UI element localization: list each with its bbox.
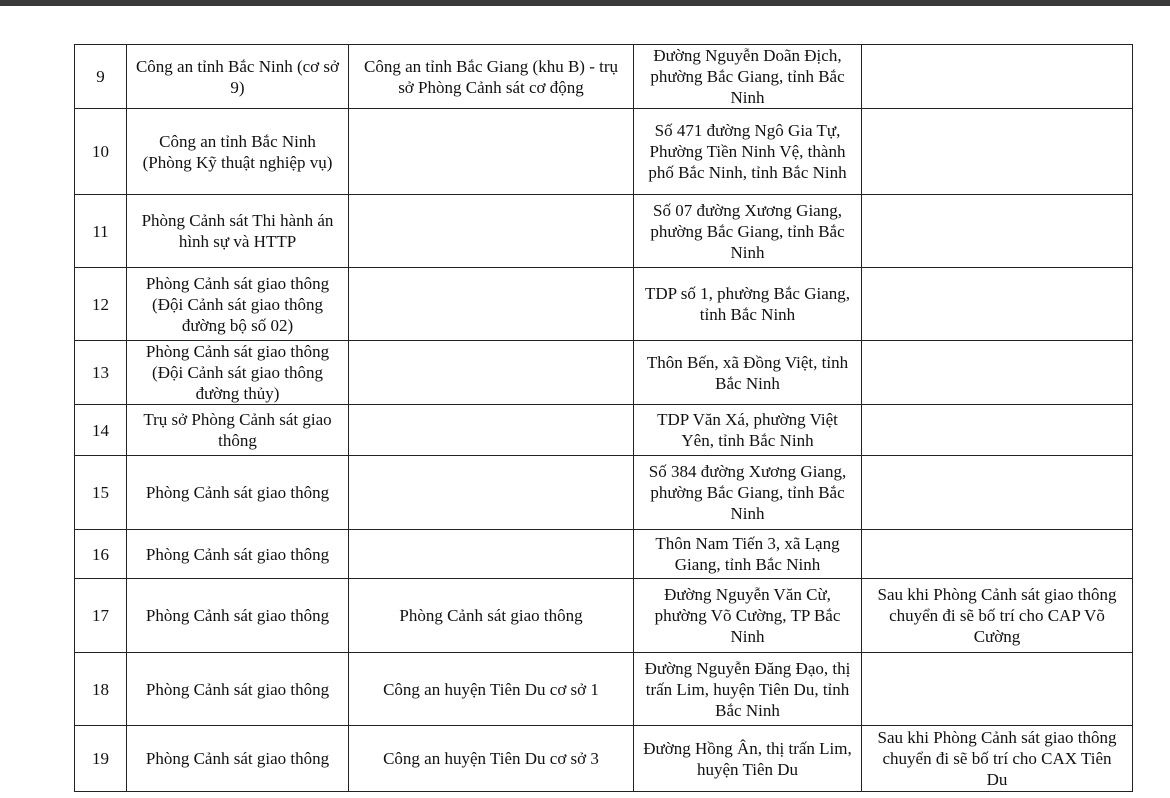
row-number: 15 xyxy=(75,456,127,530)
facility-cell xyxy=(349,195,634,268)
unit-cell: Công an tỉnh Bắc Ninh (cơ sở 9) xyxy=(127,45,349,109)
address-cell: TDP số 1, phường Bắc Giang, tỉnh Bắc Ninh xyxy=(634,268,862,341)
note-cell xyxy=(862,653,1133,726)
facility-cell xyxy=(349,530,634,579)
row-number: 14 xyxy=(75,405,127,456)
facility-cell: Công an huyện Tiên Du cơ sở 1 xyxy=(349,653,634,726)
note-cell xyxy=(862,405,1133,456)
row-number: 13 xyxy=(75,341,127,405)
table-row xyxy=(75,579,1133,653)
table-row xyxy=(75,109,1133,195)
row-number: 11 xyxy=(75,195,127,268)
table-row xyxy=(75,530,1133,579)
unit-cell: Trụ sở Phòng Cảnh sát giao thông xyxy=(127,405,349,456)
facility-cell xyxy=(349,109,634,195)
table-row xyxy=(75,726,1133,792)
table-row xyxy=(75,456,1133,530)
unit-cell: Phòng Cảnh sát giao thông xyxy=(127,530,349,579)
facility-cell xyxy=(349,456,634,530)
address-cell: Số 07 đường Xương Giang, phường Bắc Giang, tỉnh Bắc Ninh xyxy=(634,195,862,268)
table-row xyxy=(75,653,1133,726)
address-cell: Thôn Nam Tiến 3, xã Lạng Giang, tỉnh Bắc Ninh xyxy=(634,530,862,579)
row-number: 9 xyxy=(75,45,127,109)
document-table xyxy=(74,44,1133,792)
top-bar xyxy=(0,0,1170,6)
row-number: 12 xyxy=(75,268,127,341)
note-cell xyxy=(862,45,1133,109)
address-cell: Số 471 đường Ngô Gia Tự, Phường Tiền Ninh Vệ, thành phố Bắc Ninh, tỉnh Bắc Ninh xyxy=(634,109,862,195)
address-cell: Đường Nguyễn Doãn Địch, phường Bắc Giang, tỉnh Bắc Ninh xyxy=(634,45,862,109)
address-cell: TDP Văn Xá, phường Việt Yên, tỉnh Bắc Ninh xyxy=(634,405,862,456)
row-number: 18 xyxy=(75,653,127,726)
unit-cell: Phòng Cảnh sát Thi hành án hình sự và HTTP xyxy=(127,195,349,268)
note-cell xyxy=(862,109,1133,195)
address-cell: Đường Nguyễn Đăng Đạo, thị trấn Lim, huyện Tiên Du, tỉnh Bắc Ninh xyxy=(634,653,862,726)
note-cell xyxy=(862,456,1133,530)
facility-cell: Công an tỉnh Bắc Giang (khu B) - trụ sở Phòng Cảnh sát cơ động xyxy=(349,45,634,109)
table-row xyxy=(75,195,1133,268)
row-number: 16 xyxy=(75,530,127,579)
unit-cell: Phòng Cảnh sát giao thông xyxy=(127,653,349,726)
address-cell: Số 384 đường Xương Giang, phường Bắc Giang, tỉnh Bắc Ninh xyxy=(634,456,862,530)
unit-cell: Công an tỉnh Bắc Ninh (Phòng Kỹ thuật nghiệp vụ) xyxy=(127,109,349,195)
table-row xyxy=(75,341,1133,405)
address-cell: Thôn Bến, xã Đồng Việt, tỉnh Bắc Ninh xyxy=(634,341,862,405)
table-row xyxy=(75,405,1133,456)
row-number: 19 xyxy=(75,726,127,792)
facility-cell xyxy=(349,268,634,341)
facility-cell: Công an huyện Tiên Du cơ sở 3 xyxy=(349,726,634,792)
address-cell: Đường Hồng Ân, thị trấn Lim, huyện Tiên Du xyxy=(634,726,862,792)
unit-cell: Phòng Cảnh sát giao thông xyxy=(127,726,349,792)
row-number: 10 xyxy=(75,109,127,195)
note-cell xyxy=(862,195,1133,268)
note-cell xyxy=(862,268,1133,341)
unit-cell: Phòng Cảnh sát giao thông (Đội Cảnh sát giao thông đường thủy) xyxy=(127,341,349,405)
note-cell: Sau khi Phòng Cảnh sát giao thông chuyển đi sẽ bố trí cho CAP Võ Cường xyxy=(862,579,1133,653)
facility-cell xyxy=(349,341,634,405)
note-cell: Sau khi Phòng Cảnh sát giao thông chuyển đi sẽ bố trí cho CAX Tiên Du xyxy=(862,726,1133,792)
table-row xyxy=(75,268,1133,341)
note-cell xyxy=(862,530,1133,579)
unit-cell: Phòng Cảnh sát giao thông (Đội Cảnh sát giao thông đường bộ số 02) xyxy=(127,268,349,341)
facility-cell xyxy=(349,405,634,456)
address-cell: Đường Nguyễn Văn Cừ, phường Võ Cường, TP Bắc Ninh xyxy=(634,579,862,653)
row-number: 17 xyxy=(75,579,127,653)
unit-cell: Phòng Cảnh sát giao thông xyxy=(127,579,349,653)
note-cell xyxy=(862,341,1133,405)
table-row xyxy=(75,45,1133,109)
unit-cell: Phòng Cảnh sát giao thông xyxy=(127,456,349,530)
facility-cell: Phòng Cảnh sát giao thông xyxy=(349,579,634,653)
